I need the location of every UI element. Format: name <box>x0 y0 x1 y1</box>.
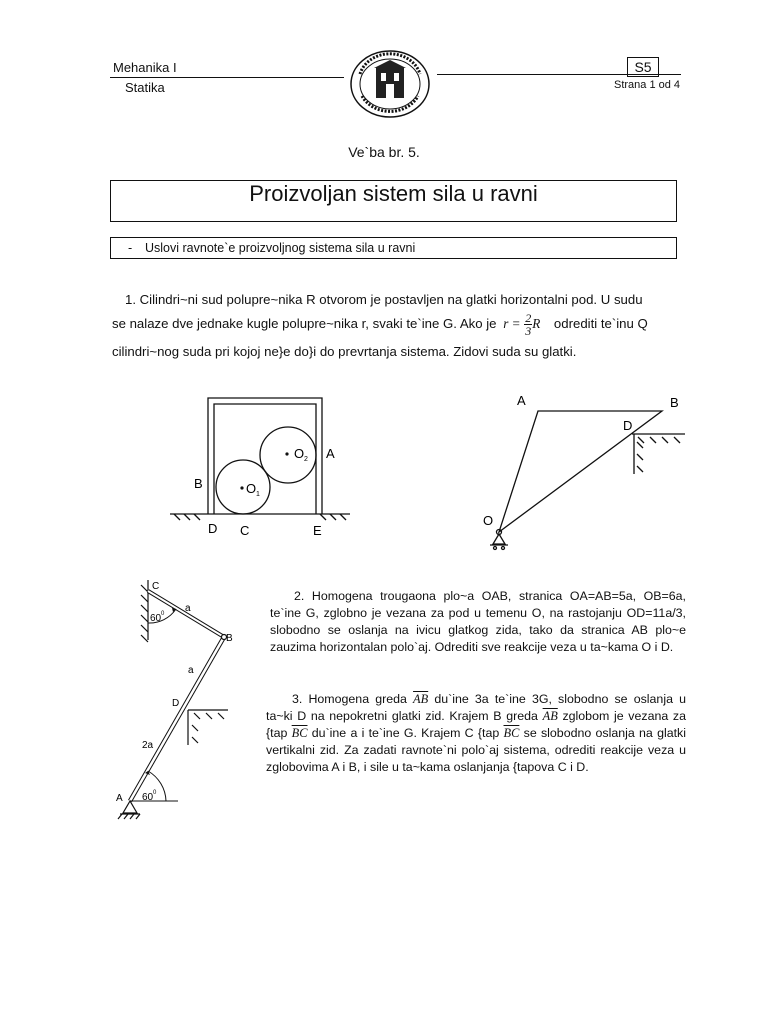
label-angle-bottom-deg: 0 <box>153 790 157 796</box>
label-seg-a1: a <box>185 603 191 614</box>
label-seg-a2: a <box>188 665 194 676</box>
problem1-line2a: se nalaze dve jednake kugle polupre~nika r, svaki te`ine G. Ako je <box>112 316 497 331</box>
problem3-p4: du`ine a i te`ine G. Krajem C {tap <box>311 726 500 740</box>
label-o2: O <box>294 446 305 461</box>
problem3-p3: zglobom je vezana za {tap <box>266 709 686 740</box>
figure-triangle-plate <box>475 390 690 555</box>
subtitle-text: Uslovi ravnote`e proizvoljnog sistema sila u ravni <box>145 241 416 255</box>
beam-ab-2: $\overline{AB}$ <box>542 709 558 723</box>
code-box: S5 <box>627 57 659 77</box>
subtitle-box <box>110 237 677 259</box>
problem1-line1: 1. Cilindri~ni sud polupre~nika R otvorom je postavljen na glatki horizontalni pod. U sudu <box>125 292 643 307</box>
label-seg-2a: 2a <box>142 740 154 751</box>
university-seal-logo <box>348 48 432 120</box>
problem3-p1: 3. Homogena greda <box>292 692 407 706</box>
label-o1-sub: 1 <box>256 491 260 498</box>
problem2-text: 2. Homogena trougaona plo~a OAB, stranica OA=AB=5a, OB=6a, te`ine G, zglobno je vezana za pod u temenu O, na rastojanju OD=11a/3, slobodno se oslanja na ivicu glatkog zida, tako da stranica AB plo~e zauzima horizontalan polo`aj. Odrediti sve reakcije veza u ta~kama O i D. <box>270 589 686 654</box>
problem3-p5: se slobodno oslanja na glatki vertikalni zid. Za zadati ravnote`ni polo`aj sistema, odrediti reakcije veza u zglobovima A i B, i sile u ta~kama oslanjanja {tapova C i D. <box>266 726 686 774</box>
problem3-block <box>266 691 686 776</box>
label-d: D <box>623 418 633 433</box>
center-o2-dot <box>285 452 288 455</box>
label-c: C <box>152 581 160 592</box>
problem3-text <box>266 691 686 776</box>
label-a: A <box>326 446 335 461</box>
label-e: E <box>313 523 322 538</box>
formula-num: 2 <box>525 311 532 326</box>
figure-beam-rod <box>108 575 248 825</box>
formula-r: r = <box>503 316 521 331</box>
label-a: A <box>116 793 123 804</box>
label-angle-top-deg: 0 <box>161 611 165 617</box>
label-b: B <box>194 476 203 491</box>
label-b: B <box>670 395 679 410</box>
page-number: Strana 1 od 4 <box>614 79 681 91</box>
title-box <box>110 180 677 222</box>
rod-bc: $\overline{BC}$ <box>291 726 308 740</box>
exercise-number: Ve`ba br. 5. <box>348 144 420 160</box>
subject-name: Statika <box>125 80 165 95</box>
problem2-block <box>270 588 686 656</box>
label-o1: O <box>246 481 257 496</box>
label-o: O <box>483 513 494 528</box>
label-b: B <box>226 633 233 644</box>
problem3-p2: du`ine 3a te`ine 3G, slobodno se oslanja u ta~ki D na nepokretni glatki zid. Krajem B greda <box>266 692 686 723</box>
formula-den: 3 <box>525 324 532 339</box>
center-o1-dot <box>240 486 243 489</box>
course-name: Mehanika I <box>113 60 177 75</box>
header-rule-left <box>110 77 344 78</box>
label-angle-bottom: 60 <box>142 792 154 803</box>
label-a: A <box>517 393 526 408</box>
label-d: D <box>172 698 180 709</box>
label-angle-top: 60 <box>150 613 162 624</box>
problem1-line2 <box>112 311 688 337</box>
figure-cylinder-balls <box>170 390 360 540</box>
label-c: C <box>240 523 250 538</box>
problem1-line2b: odrediti te`inu Q <box>553 316 648 331</box>
rod-bc-2: $\overline{BC}$ <box>503 726 520 740</box>
label-o2-sub: 2 <box>304 456 308 463</box>
page-title: Proizvoljan sistem sila u ravni <box>249 181 538 206</box>
formula-R: R <box>532 316 541 331</box>
beam-ab: $\overline{AB}$ <box>413 692 429 706</box>
problem1-line3: cilindri~nog suda pri kojoj ne}e do}i do prevrtanja sistema. Zidovi suda su glatki. <box>112 344 577 359</box>
label-d: D <box>208 521 218 536</box>
subtitle-dash: - <box>128 241 133 255</box>
formula-fraction <box>524 312 532 337</box>
